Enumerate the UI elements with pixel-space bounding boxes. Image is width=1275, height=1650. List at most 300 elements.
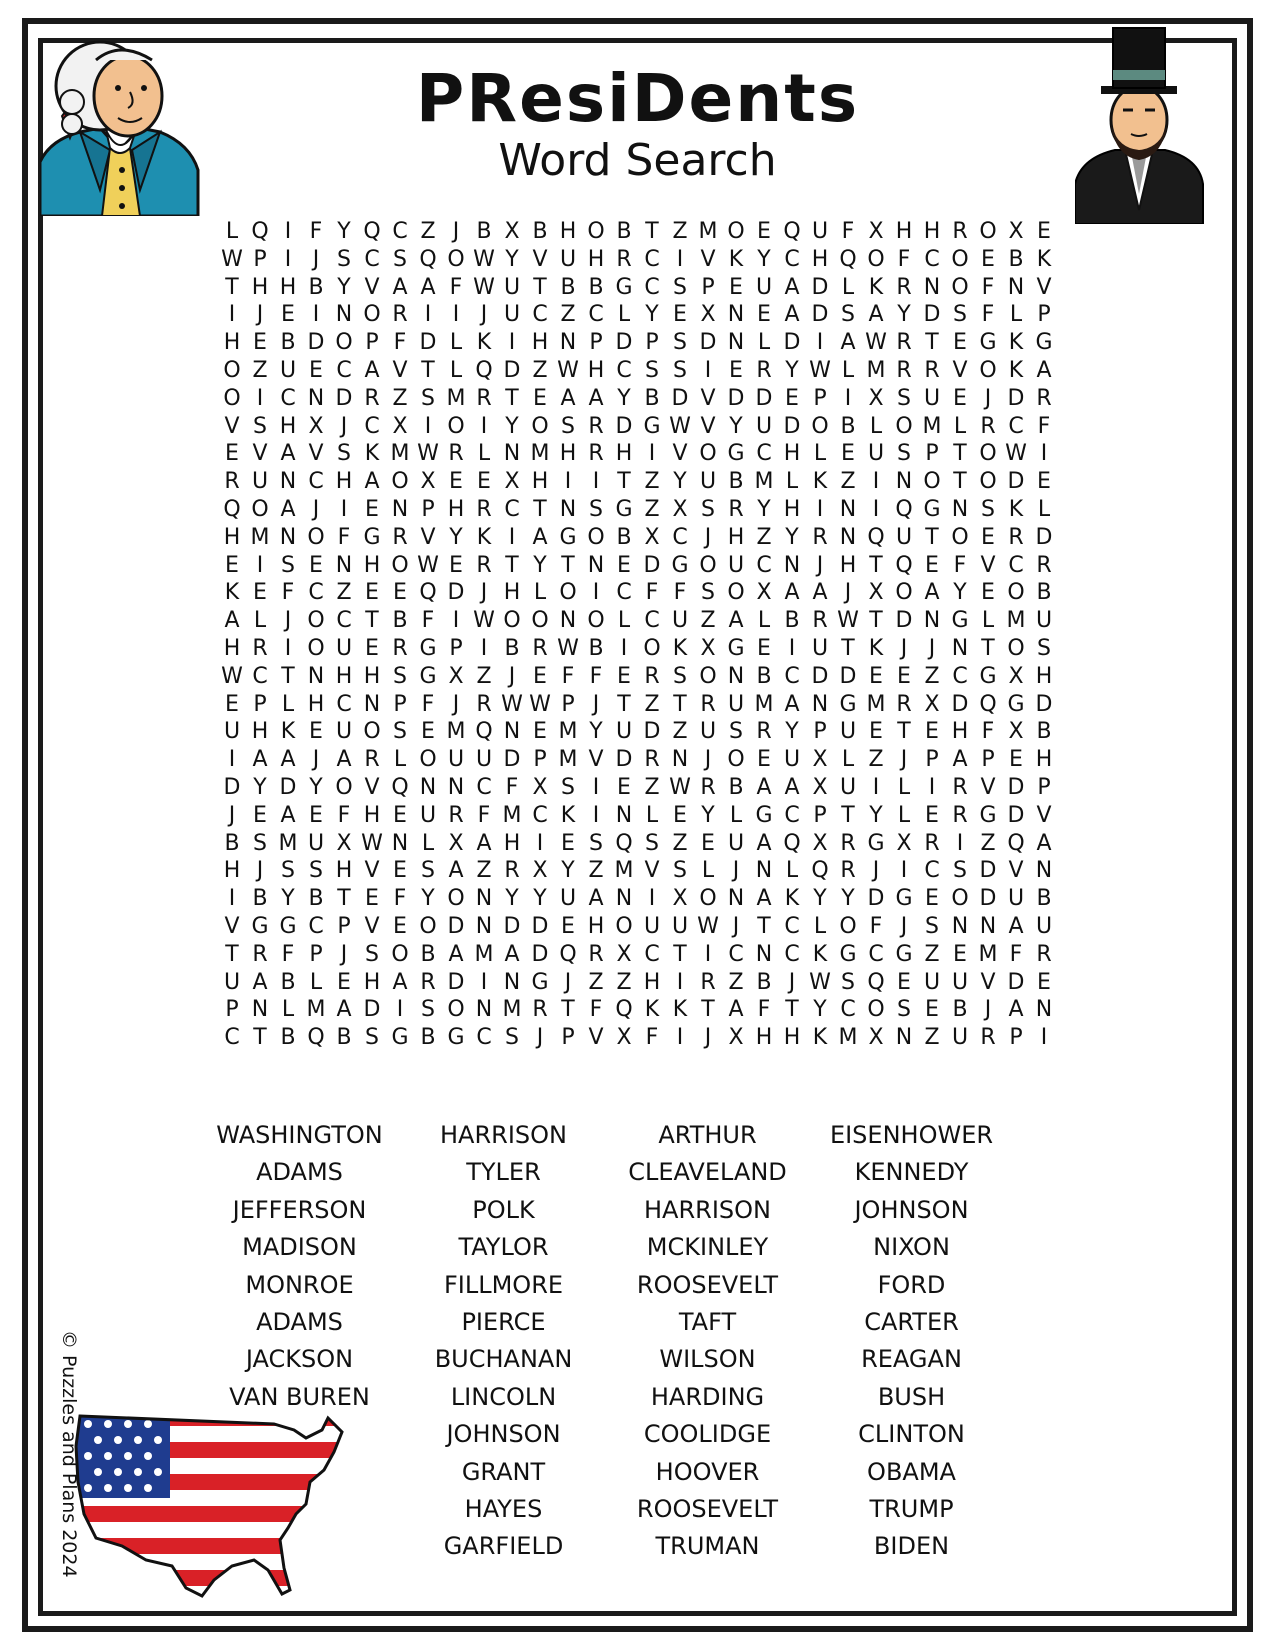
grid-letter[interactable]: R [448,441,464,467]
grid-letter[interactable]: F [981,274,995,300]
grid-letter[interactable]: D [867,886,885,912]
grid-letter[interactable]: O [1007,580,1025,606]
grid-letter[interactable]: I [592,774,600,800]
grid-letter[interactable]: E [617,663,631,689]
grid-letter[interactable]: K [560,802,576,828]
grid-letter[interactable]: F [337,802,351,828]
grid-letter[interactable]: U [727,691,745,717]
grid-letter[interactable]: O [363,719,381,745]
grid-letter[interactable]: Q [811,858,829,884]
grid-letter[interactable]: D [979,858,997,884]
grid-letter[interactable]: R [252,635,268,661]
grid-letter[interactable]: C [308,580,324,606]
grid-letter[interactable]: E [421,719,435,745]
grid-letter[interactable]: S [309,858,323,884]
grid-letter[interactable]: W [473,608,495,634]
grid-letter[interactable]: O [587,608,605,634]
grid-letter[interactable]: Z [924,663,940,689]
grid-letter[interactable]: V [224,913,240,939]
grid-letter[interactable]: E [393,802,407,828]
grid-letter[interactable]: E [365,580,379,606]
grid-letter[interactable]: Z [588,858,604,884]
grid-letter[interactable]: O [643,635,661,661]
grid-letter[interactable]: L [533,580,547,606]
grid-letter[interactable]: S [505,1025,519,1051]
grid-letter[interactable]: U [475,747,493,773]
grid-letter[interactable]: J [732,913,740,939]
grid-letter[interactable]: C [616,580,632,606]
grid-letter[interactable]: Y [757,246,771,272]
grid-letter[interactable]: R [1036,552,1052,578]
grid-letter[interactable]: R [700,774,716,800]
grid-letter[interactable]: Z [588,969,604,995]
grid-letter[interactable]: W [221,246,243,272]
grid-letter[interactable]: O [363,302,381,328]
grid-letter[interactable]: M [474,941,494,967]
grid-letter[interactable]: V [980,969,996,995]
grid-letter[interactable]: O [979,441,997,467]
grid-letter[interactable]: I [508,524,516,550]
grid-letter[interactable]: E [253,330,267,356]
grid-letter[interactable]: S [365,941,379,967]
grid-letter[interactable]: D [279,774,297,800]
grid-letter[interactable]: O [979,219,997,244]
grid-letter[interactable]: P [561,1025,575,1051]
grid-letter[interactable]: A [476,830,492,856]
grid-letter[interactable]: C [588,302,604,328]
grid-letter[interactable]: O [727,580,745,606]
grid-letter[interactable]: C [364,413,380,439]
grid-letter[interactable]: Y [449,524,463,550]
grid-letter[interactable]: E [757,635,771,661]
grid-letter[interactable]: O [979,357,997,383]
grid-letter[interactable]: R [616,246,632,272]
grid-letter[interactable]: I [592,802,600,828]
grid-letter[interactable]: V [980,774,996,800]
grid-letter[interactable]: N [615,802,633,828]
grid-letter[interactable]: I [872,774,880,800]
grid-letter[interactable]: Q [783,830,801,856]
grid-letter[interactable]: G [895,886,913,912]
grid-letter[interactable]: V [252,441,268,467]
grid-letter[interactable]: X [700,635,716,661]
grid-letter[interactable]: D [755,385,773,411]
grid-letter[interactable]: X [672,496,688,522]
grid-letter[interactable]: J [228,802,236,828]
grid-letter[interactable]: C [252,663,268,689]
grid-letter[interactable]: K [280,719,296,745]
grid-letter[interactable]: H [363,802,381,828]
grid-letter[interactable]: Q [419,246,437,272]
grid-letter[interactable]: E [757,747,771,773]
grid-letter[interactable]: R [224,469,240,495]
grid-letter[interactable]: O [223,357,241,383]
grid-letter[interactable]: A [868,302,884,328]
grid-letter[interactable]: U [951,1025,969,1051]
grid-letter[interactable]: I [284,219,292,244]
grid-letter[interactable]: D [503,357,521,383]
grid-letter[interactable]: K [812,469,828,495]
grid-letter[interactable]: P [981,747,995,773]
grid-letter[interactable]: N [979,913,997,939]
grid-letter[interactable]: S [393,246,407,272]
grid-letter[interactable]: I [900,858,908,884]
grid-letter[interactable]: J [256,858,264,884]
grid-letter[interactable]: O [223,385,241,411]
grid-letter[interactable]: C [308,913,324,939]
grid-letter[interactable]: O [447,246,465,272]
grid-letter[interactable]: O [923,469,941,495]
grid-letter[interactable]: M [698,219,718,244]
grid-letter[interactable]: F [953,552,967,578]
grid-letter[interactable]: R [504,858,520,884]
grid-letter[interactable]: V [700,413,716,439]
grid-letter[interactable]: I [788,635,796,661]
grid-letter[interactable]: H [783,441,801,467]
grid-letter[interactable]: V [1036,802,1052,828]
grid-letter[interactable]: J [592,691,600,717]
grid-letter[interactable]: A [1008,997,1024,1023]
grid-letter[interactable]: U [811,635,829,661]
grid-letter[interactable]: L [841,357,855,383]
grid-letter[interactable]: T [673,691,687,717]
grid-letter[interactable]: F [1037,413,1051,439]
grid-letter[interactable]: N [1035,997,1053,1023]
grid-letter[interactable]: I [704,941,712,967]
grid-letter[interactable]: E [617,552,631,578]
grid-letter[interactable]: M [978,941,998,967]
grid-letter[interactable]: G [979,330,997,356]
grid-letter[interactable]: M [754,691,774,717]
grid-letter[interactable]: S [561,413,575,439]
grid-letter[interactable]: G [895,941,913,967]
grid-letter[interactable]: D [503,913,521,939]
grid-letter[interactable]: C [840,997,856,1023]
grid-letter[interactable]: T [841,802,855,828]
grid-letter[interactable]: L [729,802,743,828]
grid-letter[interactable]: C [336,691,352,717]
grid-letter[interactable]: T [253,1025,267,1051]
grid-letter[interactable]: W [473,246,495,272]
grid-letter[interactable]: G [615,274,633,300]
grid-letter[interactable]: S [421,858,435,884]
grid-letter[interactable]: O [1007,635,1025,661]
grid-letter[interactable]: D [811,663,829,689]
grid-letter[interactable]: S [645,357,659,383]
grid-letter[interactable]: R [588,941,604,967]
grid-letter[interactable]: A [924,580,940,606]
grid-letter[interactable]: Y [813,997,827,1023]
grid-letter[interactable]: P [365,330,379,356]
grid-letter[interactable]: R [476,385,492,411]
grid-letter[interactable]: A [728,997,744,1023]
grid-letter[interactable]: S [897,385,911,411]
grid-letter[interactable]: H [251,719,269,745]
grid-letter[interactable]: N [783,552,801,578]
grid-letter[interactable]: R [476,552,492,578]
grid-letter[interactable]: Q [783,219,801,244]
grid-letter[interactable]: F [393,886,407,912]
grid-letter[interactable]: H [223,858,241,884]
grid-letter[interactable]: Y [785,524,799,550]
grid-letter[interactable]: U [923,969,941,995]
grid-letter[interactable]: T [617,469,631,495]
grid-letter[interactable]: R [392,524,408,550]
grid-letter[interactable]: G [727,635,745,661]
grid-letter[interactable]: R [756,719,772,745]
grid-letter[interactable]: S [393,719,407,745]
grid-letter[interactable]: E [757,302,771,328]
grid-letter[interactable]: Z [672,219,688,244]
grid-letter[interactable]: N [307,663,325,689]
grid-letter[interactable]: Y [673,469,687,495]
grid-letter[interactable]: P [309,941,323,967]
grid-letter[interactable]: L [757,608,771,634]
grid-letter[interactable]: A [280,747,296,773]
grid-letter[interactable]: S [365,1025,379,1051]
grid-letter[interactable]: R [840,830,856,856]
grid-letter[interactable]: A [532,524,548,550]
grid-letter[interactable]: G [839,941,857,967]
grid-letter[interactable]: E [1037,219,1051,244]
grid-letter[interactable]: Z [672,830,688,856]
grid-letter[interactable]: H [307,691,325,717]
grid-letter[interactable]: A [280,496,296,522]
grid-letter[interactable]: O [391,552,409,578]
grid-letter[interactable]: R [532,635,548,661]
grid-letter[interactable]: Z [672,719,688,745]
grid-letter[interactable]: B [308,886,324,912]
grid-letter[interactable]: U [643,913,661,939]
grid-letter[interactable]: C [224,1025,240,1051]
grid-letter[interactable]: L [701,858,715,884]
grid-letter[interactable]: Y [505,886,519,912]
grid-letter[interactable]: H [279,413,297,439]
grid-letter[interactable]: E [981,580,995,606]
grid-letter[interactable]: Q [559,941,577,967]
grid-letter[interactable]: Q [1007,830,1025,856]
grid-letter[interactable]: F [337,524,351,550]
grid-letter[interactable]: N [839,524,857,550]
grid-letter[interactable]: R [252,941,268,967]
grid-letter[interactable]: B [840,413,856,439]
grid-letter[interactable]: Y [701,802,715,828]
grid-letter[interactable]: U [755,274,773,300]
grid-letter[interactable]: R [924,830,940,856]
grid-letter[interactable]: H [335,469,353,495]
grid-letter[interactable]: A [224,608,240,634]
grid-letter[interactable]: E [533,719,547,745]
grid-letter[interactable]: O [391,469,409,495]
grid-letter[interactable]: D [223,774,241,800]
grid-letter[interactable]: I [872,496,880,522]
grid-letter[interactable]: E [981,524,995,550]
grid-letter[interactable]: E [225,441,239,467]
grid-letter[interactable]: O [447,997,465,1023]
grid-letter[interactable]: X [392,413,408,439]
grid-letter[interactable]: P [813,802,827,828]
grid-letter[interactable]: V [644,858,660,884]
grid-letter[interactable]: H [363,969,381,995]
grid-letter[interactable]: H [335,663,353,689]
grid-letter[interactable]: B [224,830,240,856]
grid-letter[interactable]: L [253,608,267,634]
grid-letter[interactable]: H [223,635,241,661]
grid-letter[interactable]: V [224,413,240,439]
grid-letter[interactable]: P [645,330,659,356]
grid-letter[interactable]: V [588,1025,604,1051]
grid-letter[interactable]: I [480,635,488,661]
grid-letter[interactable]: X [812,774,828,800]
grid-letter[interactable]: H [1035,747,1053,773]
grid-letter[interactable]: N [419,774,437,800]
grid-letter[interactable]: T [561,552,575,578]
grid-letter[interactable]: Z [924,1025,940,1051]
grid-letter[interactable]: I [536,830,544,856]
grid-letter[interactable]: T [225,274,239,300]
grid-letter[interactable]: E [309,357,323,383]
grid-letter[interactable]: B [560,274,576,300]
grid-letter[interactable]: B [308,274,324,300]
grid-letter[interactable]: A [1036,830,1052,856]
grid-letter[interactable]: G [671,552,689,578]
grid-letter[interactable]: O [307,608,325,634]
grid-letter[interactable]: X [1008,219,1024,244]
grid-letter[interactable]: R [700,969,716,995]
grid-letter[interactable]: U [923,385,941,411]
grid-letter[interactable]: M [866,357,886,383]
grid-letter[interactable]: O [979,469,997,495]
grid-letter[interactable]: T [925,524,939,550]
grid-letter[interactable]: U [559,886,577,912]
grid-letter[interactable]: J [536,1025,544,1051]
grid-letter[interactable]: F [281,941,295,967]
grid-letter[interactable]: Y [561,858,575,884]
grid-letter[interactable]: R [896,330,912,356]
grid-letter[interactable]: A [448,941,464,967]
grid-letter[interactable]: A [756,774,772,800]
grid-letter[interactable]: A [588,385,604,411]
grid-letter[interactable]: F [393,330,407,356]
grid-letter[interactable]: I [956,830,964,856]
grid-letter[interactable]: Z [420,219,436,244]
grid-letter[interactable]: L [449,330,463,356]
grid-letter[interactable]: T [953,441,967,467]
grid-letter[interactable]: N [559,496,577,522]
grid-letter[interactable]: V [952,357,968,383]
grid-letter[interactable]: O [615,913,633,939]
grid-letter[interactable]: X [868,1025,884,1051]
grid-letter[interactable]: C [644,274,660,300]
grid-letter[interactable]: G [979,802,997,828]
grid-letter[interactable]: B [336,1025,352,1051]
grid-letter[interactable]: Y [869,802,883,828]
grid-letter[interactable]: C [728,941,744,967]
grid-letter[interactable]: G [251,913,269,939]
grid-letter[interactable]: O [531,413,549,439]
grid-letter[interactable]: N [559,330,577,356]
grid-letter[interactable]: U [307,830,325,856]
grid-letter[interactable]: H [363,552,381,578]
grid-letter[interactable]: M [866,691,886,717]
grid-letter[interactable]: H [783,496,801,522]
grid-letter[interactable]: N [503,969,521,995]
grid-letter[interactable]: B [420,1025,436,1051]
grid-letter[interactable]: G [419,663,437,689]
grid-letter[interactable]: C [784,913,800,939]
grid-letter[interactable]: U [419,802,437,828]
grid-letter[interactable]: D [1007,469,1025,495]
grid-letter[interactable]: I [1040,1025,1048,1051]
grid-letter[interactable]: Q [363,219,381,244]
grid-letter[interactable]: Y [309,774,323,800]
grid-letter[interactable]: Z [644,774,660,800]
grid-letter[interactable]: N [363,691,381,717]
grid-letter[interactable]: R [980,413,996,439]
grid-letter[interactable]: P [925,747,939,773]
grid-letter[interactable]: H [559,441,577,467]
grid-letter[interactable]: W [1005,441,1027,467]
grid-letter[interactable]: S [981,496,995,522]
grid-letter[interactable]: S [701,496,715,522]
grid-letter[interactable]: J [900,913,908,939]
grid-letter[interactable]: Z [980,830,996,856]
grid-letter[interactable]: R [364,747,380,773]
grid-letter[interactable]: N [335,552,353,578]
grid-letter[interactable]: P [253,246,267,272]
grid-letter[interactable]: T [701,997,715,1023]
grid-letter[interactable]: L [869,413,883,439]
grid-letter[interactable]: R [588,441,604,467]
grid-letter[interactable]: L [757,330,771,356]
grid-letter[interactable]: T [981,635,995,661]
grid-letter[interactable]: S [421,997,435,1023]
grid-letter[interactable]: Q [867,969,885,995]
grid-letter[interactable]: H [587,913,605,939]
grid-letter[interactable]: C [644,941,660,967]
grid-letter[interactable]: O [587,219,605,244]
grid-letter[interactable]: H [223,524,241,550]
grid-letter[interactable]: Y [337,219,351,244]
grid-letter[interactable]: P [225,997,239,1023]
grid-letter[interactable]: H [615,441,633,467]
grid-letter[interactable]: B [756,969,772,995]
grid-letter[interactable]: N [923,608,941,634]
grid-letter[interactable]: U [335,635,353,661]
grid-letter[interactable]: D [1035,524,1053,550]
grid-letter[interactable]: H [559,219,577,244]
grid-letter[interactable]: I [256,552,264,578]
grid-letter[interactable]: G [559,524,577,550]
grid-letter[interactable]: V [364,913,380,939]
grid-letter[interactable]: B [280,330,296,356]
grid-letter[interactable]: N [475,997,493,1023]
grid-letter[interactable]: Q [615,830,633,856]
grid-letter[interactable]: D [1007,969,1025,995]
grid-letter[interactable]: Z [644,691,660,717]
grid-letter[interactable]: X [868,580,884,606]
grid-letter[interactable]: E [449,552,463,578]
grid-letter[interactable]: E [925,886,939,912]
grid-letter[interactable]: F [645,580,659,606]
grid-letter[interactable]: W [837,608,859,634]
grid-letter[interactable]: I [480,969,488,995]
grid-letter[interactable]: O [419,747,437,773]
grid-letter[interactable]: P [561,691,575,717]
grid-letter[interactable]: O [839,913,857,939]
grid-letter[interactable]: E [309,552,323,578]
grid-letter[interactable]: A [280,441,296,467]
